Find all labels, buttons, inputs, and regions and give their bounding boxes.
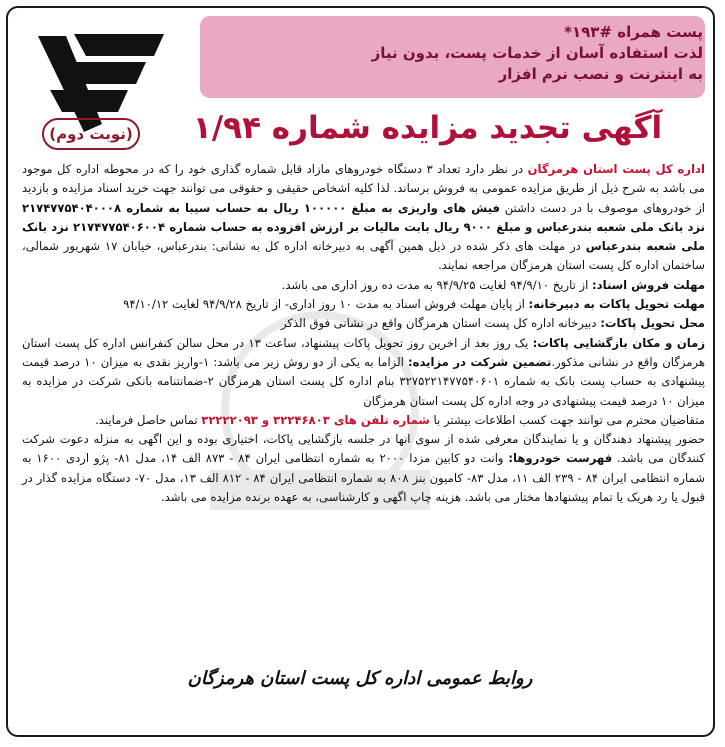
guarantee-label: تضمین شرکت در مزایده:	[407, 354, 552, 369]
intro-text: در نظر دارد تعداد ۳ دستگاه خودروهای مازاد قابل شماره گذاری خود را که در محوطه اداره کل موجود می باشد به شرح ذیل از طریق مزایده عمومی به فروش برساند. لذا کلیه اشخاص حقیقی و حقوقی می توانند جهت خرید اسناد مزایده و بازدید از خودروهای موصوف با در دست داشتن	[22, 162, 705, 215]
header-text	[233, 22, 703, 85]
delivery-label: مهلت تحویل پاکات به دبیرخانه:	[528, 297, 705, 312]
contact-phones: شماره تلفن های ۳۲۲۴۶۸۰۳ و ۳۲۲۲۲۰۹۳	[201, 412, 430, 427]
delivery-deadline	[22, 295, 705, 314]
opening-label: زمان و مکان بازگشایی پاکات:	[532, 335, 705, 350]
sale-text: از تاریخ ۹۴/۹/۱۰ لغایت ۹۴/۹/۲۵ به مدت ده روز اداری می باشد.	[281, 277, 593, 292]
sale-deadline	[22, 276, 705, 295]
payment-details: فیش های واریزی به مبلغ ۱۰۰۰۰۰ ریال به حساب سیبا به شماره ۲۱۷۴۷۷۵۴۰۴۰۰۰۸ نزد بانک ملی شعبه بندرعباس و مبلغ ۹۰۰۰ ریال بابت مالیات بر ارزش افزوده به حساب شماره ۲۱۷۴۷۷۵۴۰۶۰۰۴ نزد بانک ملی شعبه بندرعباس	[22, 200, 706, 254]
intro-tail: در مهلت های ذکر شده در ذیل همین آگهی به دبیرخانه اداره کل به نشانی: بندرعباس، خیابان ۱۷ شهریور شمالی، ساختمان اداره کل پست استان هرمزگان مراجعه نمایند.	[22, 239, 705, 273]
notice-body	[22, 160, 705, 507]
header-line-2: لذت استفاده آسان از خدمات پست، بدون نیاز	[371, 44, 703, 62]
header-line-3: به اینترنت و نصب نرم افزار	[498, 65, 703, 83]
attendance-text: حضور پیشنهاد دهندگان و یا نمایندگان معرفی شده از سوی انها در جلسه بازگشایی پاکات، اختیاری بوده و این اگهی به منزله دعوت شرکت کنندگان می باشد.	[22, 432, 705, 466]
vehicle-list-label: فهرست خودروها:	[508, 451, 613, 466]
public-relations-signature: روابط عمومی اداره کل پست استان هرمزگان	[187, 668, 533, 689]
contact-info	[22, 411, 705, 430]
delivery-place	[22, 314, 705, 333]
opening-text: یک روز بعد از اخرین روز تحویل پاکات پیشنهاد، ساعت ۱۳ در محل سالن کنفرانس اداره کل پست استان هرمزگان واقع در نشانی مذکور.	[22, 335, 705, 369]
intro-paragraph	[22, 160, 705, 276]
organization-name: اداره کل پست استان هرمزگان	[527, 162, 705, 176]
opening-info	[22, 334, 705, 411]
header-line-1: پست همراه #۱۹۳*	[564, 23, 703, 41]
sale-label: مهلت فروش اسناد:	[592, 277, 705, 292]
contact-tail: تماس حاصل فرمایند.	[95, 412, 202, 427]
contact-text: متقاضیان محترم می توانند جهت کسب اطلاعات بیشتر با	[429, 412, 705, 427]
place-label: محل تحویل پاکات:	[600, 316, 705, 331]
delivery-text: از پایان مهلت فروش اسناد به مدت ۱۰ روز اداری- از تاریخ ۹۴/۹/۲۸ لغایت ۹۴/۱۰/۱۲	[123, 297, 529, 312]
guarantee-text: الزاما به یکی از دو روش زیر می باشد: ۱-واریز نقدی به میزان ۱۰ درصد قیمت پیشنهادی به حساب پست بانک به شماره ۳۲۷۵۲۲۱۴۷۷۵۴۰۶۰۱ بنام اداره کل پست استان هرمزگان ۲-ضمانتنامه بانکی شرکت در مزایده به میزان ۱۰ درصد قیمت پیشنهادی در وجه اداره کل پست استان هرمزگان	[22, 354, 706, 408]
notice-title: آگهی تجدید مزایده شماره ۱/۹۴	[192, 110, 663, 146]
vehicle-list-text: وانت دو کابین مزدا ۲۰۰۰ به شماره انتظامی ایران ۸۴ - ۸۷۳ الف ۱۴، مدل ۸۱- پژو اردی ۱۶۰۰ به شماره انتظامی ایران ۸۴ - ۲۳۹ الف ۱۱، مدل ۸۳- کامیون بنز ۸۰۸ به شماره انتظامی ایران ۸۴ - ۸۱۲ الف ۱۳، مدل ۷۰- دستگاه مزایده گذار در قبول یا رد هریک یا تمام پیشنهادها مختار می باشد. هزینه چاپ اگهی و کارشناسی، به عهده برنده مزایده می باشد.	[22, 451, 705, 505]
place-text: دبیرخانه اداره کل پست استان هرمزگان واقع در نشانی فوق الذکر	[281, 316, 601, 331]
round-badge: (نوبت دوم)	[42, 118, 140, 150]
vehicles-paragraph	[22, 430, 705, 507]
